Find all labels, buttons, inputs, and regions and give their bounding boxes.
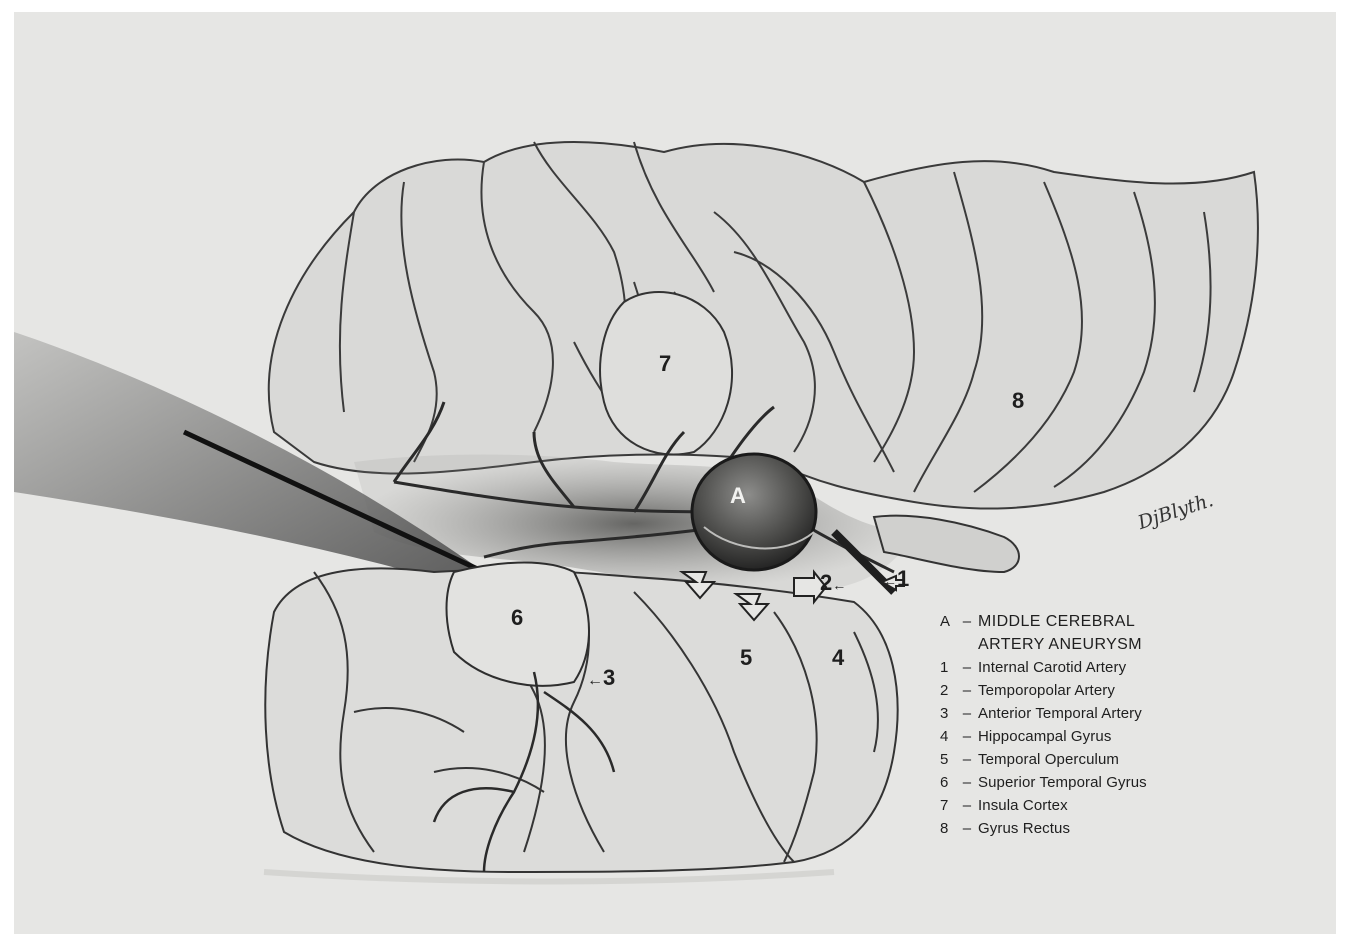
legend-row-internal-carotid: 1 – Internal Carotid Artery — [940, 659, 1127, 676]
legend-row-temporopolar: 2 – Temporopolar Artery — [940, 682, 1115, 699]
label-temporal-operculum: 5 — [740, 645, 753, 670]
callout-arrow: ← — [587, 672, 603, 689]
callout-arrow: ← — [883, 573, 897, 589]
illustration-plate — [14, 12, 1336, 934]
label-gyrus-rectus: 8 — [1012, 388, 1025, 413]
artist-signature: DjBlyth. — [1135, 489, 1217, 534]
label-superior-temporal-gyrus: 6 — [511, 605, 524, 630]
callout-anterior-temporal-artery: ←3 — [587, 665, 616, 690]
legend-row-hippocampal: 4 – Hippocampal Gyrus — [940, 728, 1112, 745]
legend-row-anterior-temporal: 3 – Anterior Temporal Artery — [940, 705, 1142, 722]
callout-temporopolar-artery: 2← — [820, 570, 847, 595]
legend-row-superior-temporal: 6 – Superior Temporal Gyrus — [940, 774, 1147, 791]
label-aneurysm: A — [730, 483, 746, 508]
legend-row-aneurysm: A – MIDDLE CEREBRAL ARTERY ANEURYSM — [940, 613, 1142, 653]
legend — [940, 610, 1260, 840]
legend-row-insula: 7 – Insula Cortex — [940, 797, 1068, 814]
label-hippocampal-gyrus: 4 — [832, 645, 845, 670]
callout-internal-carotid-artery: ←1 — [883, 566, 910, 591]
callout-arrow: ← — [832, 577, 847, 593]
legend-row-temporal-operculum: 5 – Temporal Operculum — [940, 751, 1120, 768]
legend-row-gyrus-rectus: 8 – Gyrus Rectus — [940, 820, 1071, 837]
aneurysm-sac — [692, 454, 816, 570]
label-insula-cortex: 7 — [659, 351, 672, 376]
optic-nerve — [874, 516, 1019, 572]
